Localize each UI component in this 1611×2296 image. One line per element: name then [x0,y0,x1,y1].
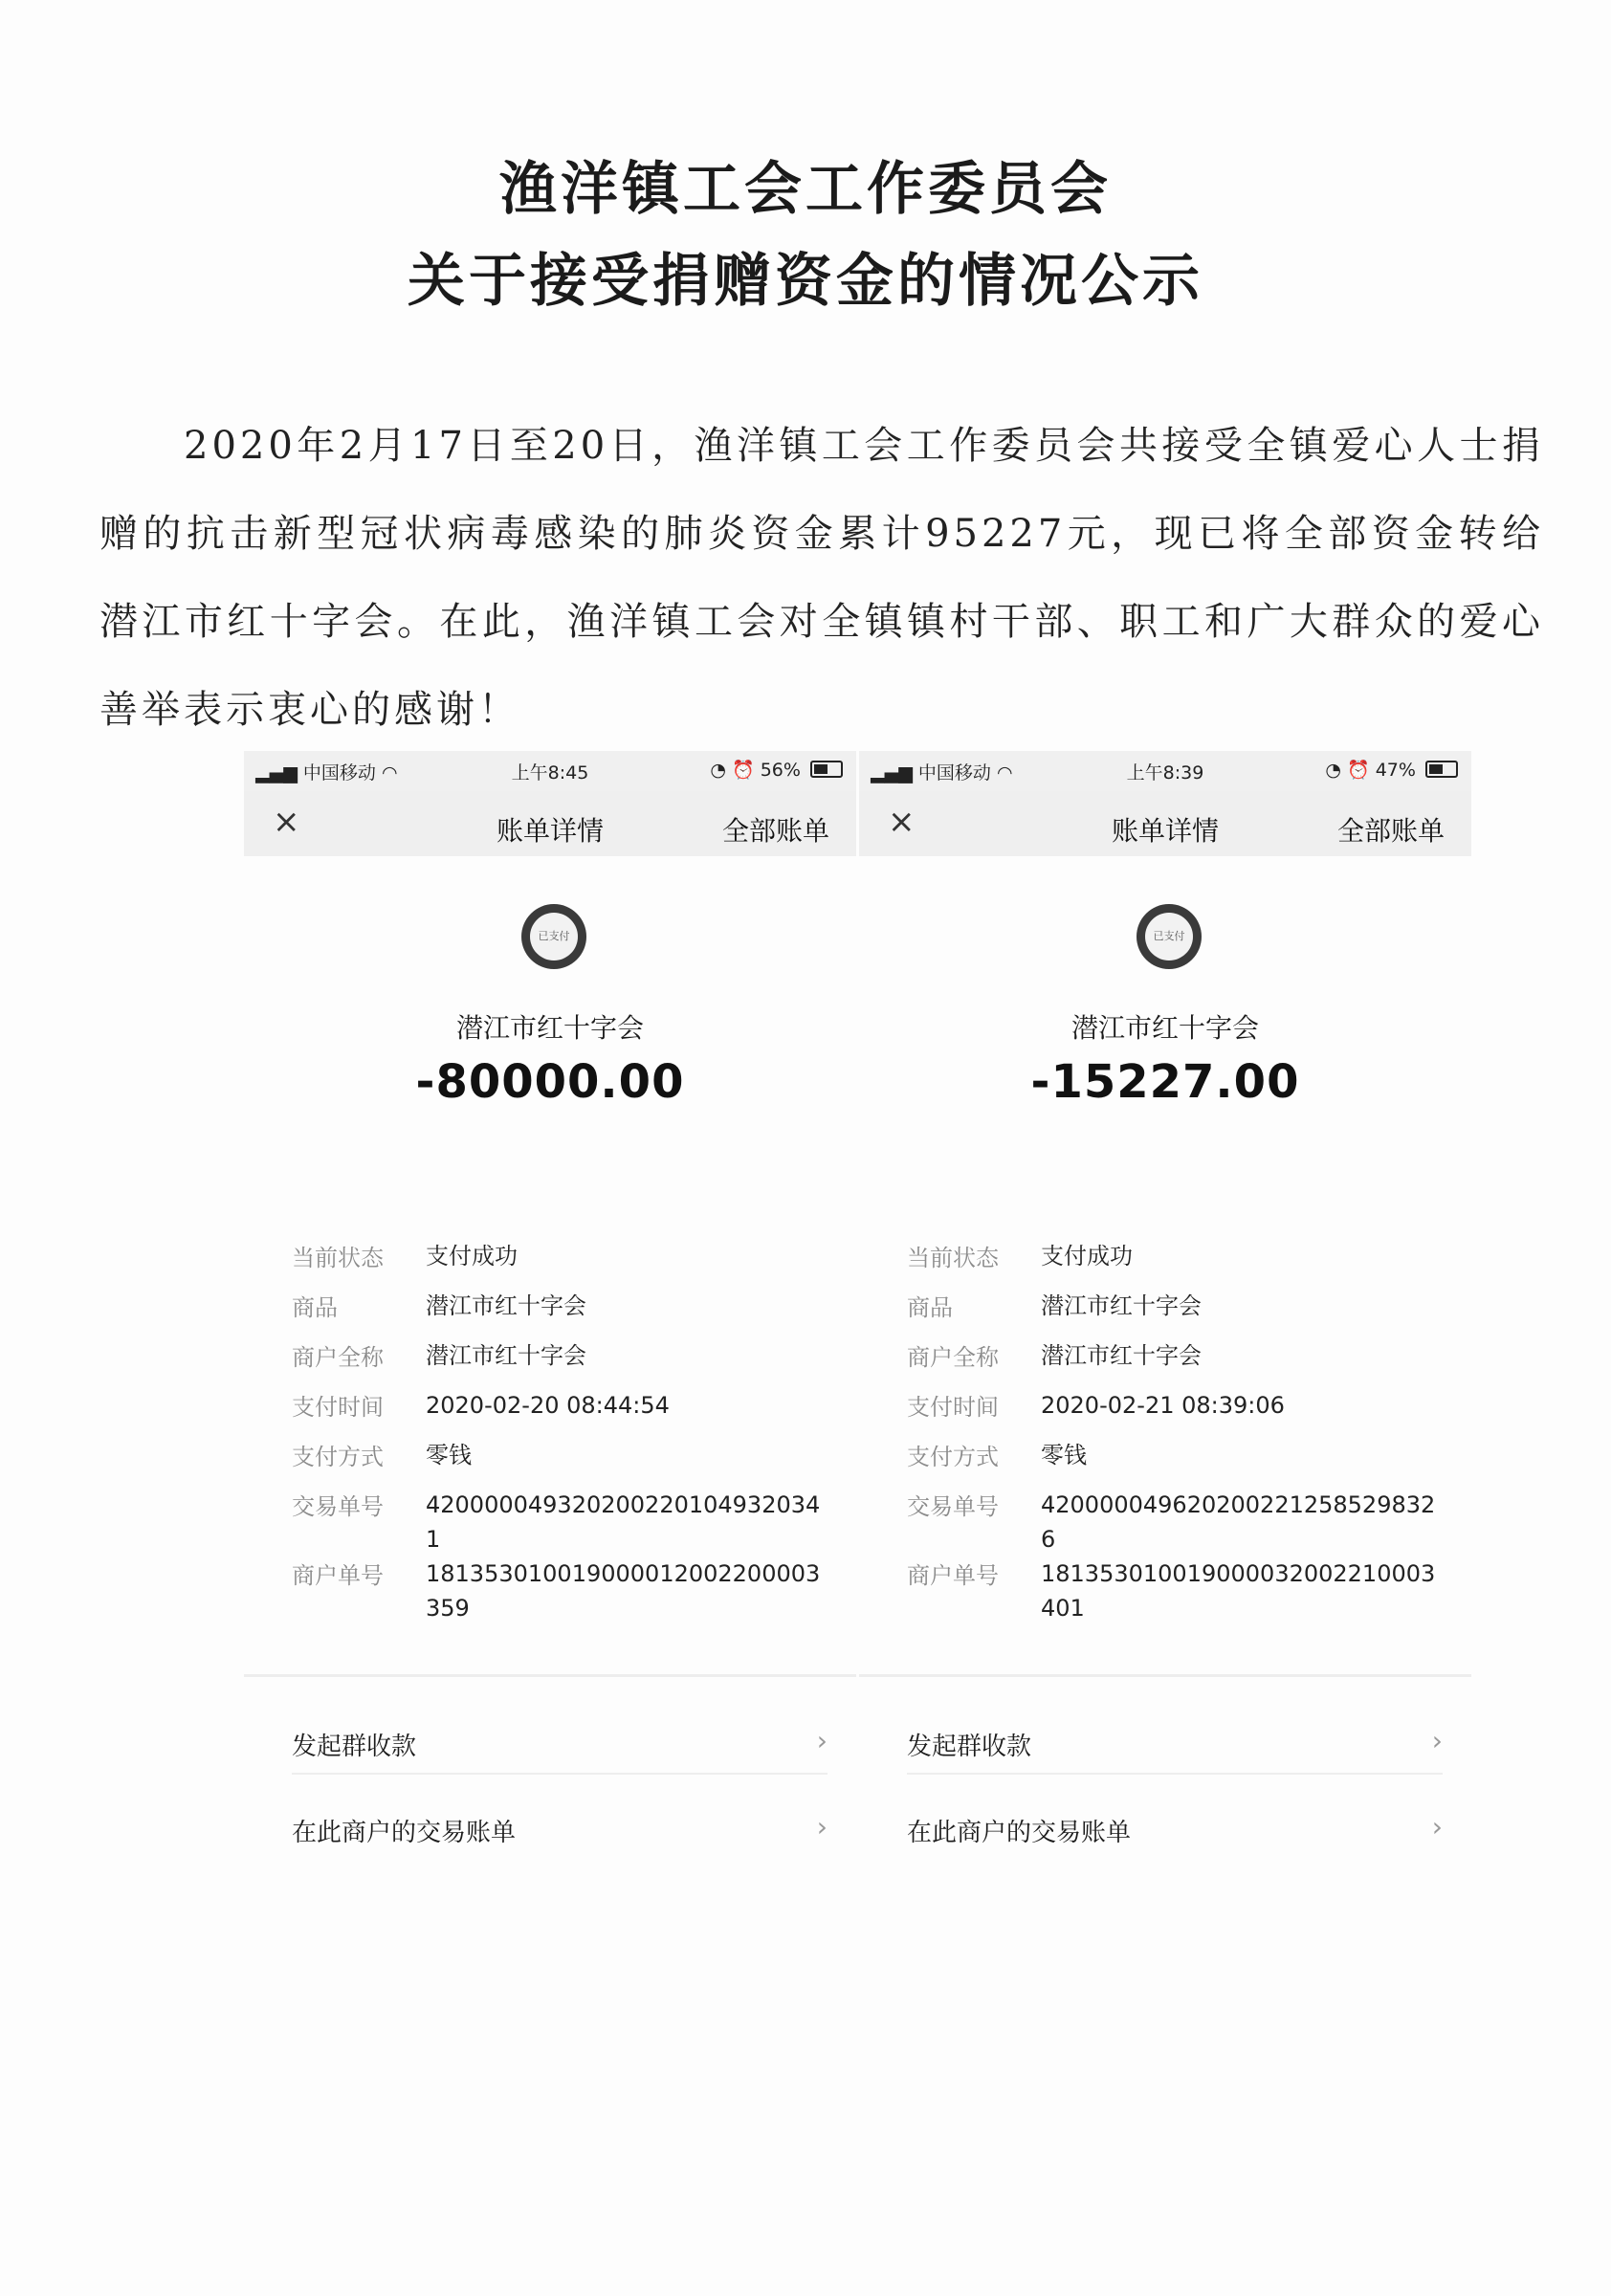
detail-merchant-name: 商户全称 潜江市红十字会 [292,1342,586,1371]
title-line-1: 渔洋镇工会工作委员会 [499,156,1112,223]
paid-badge-icon [1137,904,1202,969]
receipt-screenshot-2 [859,751,1471,1875]
detail-merchant-order-no: 商户单号 181353010019000012002200003359 [292,1560,821,1622]
merchant-bills-item[interactable]: 在此商户的交易账单 › [292,1811,828,1847]
detail-pay-time: 支付时间 2020-02-21 08:39:06 [907,1392,1285,1421]
section-divider [859,1674,1471,1677]
detail-transaction-no: 交易单号 420000049620200221258529832 6 [907,1491,1436,1553]
nav-bar [244,791,856,856]
status-right [1325,759,1458,781]
chevron-right-icon: › [816,1725,828,1756]
detail-merchant-name: 商户全称 潜江市红十字会 [907,1342,1202,1371]
document-title [0,144,1611,327]
alarm-icon: ◔ ⏰ [710,760,755,781]
signal-icon: ▂▄▆ [255,762,298,784]
paid-badge-label: 已支付 [530,913,578,960]
detail-pay-time: 支付时间 2020-02-20 08:44:54 [292,1392,670,1421]
carrier-label: ▂▄▆ 中国移动 ◠ [871,762,1013,784]
close-icon[interactable]: × [888,803,916,841]
wifi-icon: ◠ [381,762,398,784]
nav-bar [859,791,1471,856]
status-bar [244,751,856,791]
alarm-icon: ◔ ⏰ [1325,760,1370,781]
signal-icon: ▂▄▆ [871,762,913,784]
close-icon[interactable]: × [273,803,300,841]
battery-icon [1425,761,1458,778]
amount: -15227.00 [1030,1055,1300,1109]
merchant-name: 潜江市红十字会 [1070,1012,1259,1044]
detail-pay-method: 支付方式 零钱 [907,1442,1087,1470]
status-bar [859,751,1471,791]
nav-title: 账单详情 [1111,815,1219,847]
detail-status: 当前状态 支付成功 [907,1243,1133,1271]
chevron-right-icon: › [816,1811,828,1843]
bill-details [292,1239,828,1625]
detail-product: 商品 潜江市红十字会 [292,1292,586,1321]
detail-merchant-order-no: 商户单号 181353010019000032002210003401 [907,1560,1436,1622]
paid-badge-icon [521,904,586,969]
bill-details [907,1239,1443,1625]
merchant-bills-item[interactable]: 在此商户的交易账单 › [907,1811,1443,1847]
detail-status: 当前状态 支付成功 [292,1243,518,1271]
all-bills-button[interactable]: 全部账单 [1336,815,1445,847]
group-collect-item[interactable]: 发起群收款 › [907,1717,1443,1775]
amount: -80000.00 [415,1055,685,1109]
body-paragraph: 2020年2月17日至20日，渔洋镇工会工作委员会共接受全镇爱心人士捐赠的抗击新型冠状病毒感染的肺炎资金累计95227元，现已将全部资金转给潜江市红十字会。在此，渔洋镇工会对全镇镇村干部、职工和广大群众的爱心善举表示衷心的感谢！ [99,424,1544,732]
all-bills-button[interactable]: 全部账单 [721,815,829,847]
group-collect-item[interactable]: 发起群收款 › [292,1717,828,1775]
merchant-name: 潜江市红十字会 [455,1012,644,1044]
chevron-right-icon: › [1431,1811,1443,1843]
wifi-icon: ◠ [996,762,1013,784]
battery-icon [810,761,843,778]
status-time: 上午8:39 [1126,762,1204,784]
receipt-screenshot-1 [244,751,856,1875]
paid-badge-label: 已支付 [1145,913,1193,960]
status-right [710,759,843,781]
battery-percent: 47% [1375,760,1416,781]
detail-pay-method: 支付方式 零钱 [292,1442,472,1470]
battery-percent: 56% [760,760,801,781]
chevron-right-icon: › [1431,1725,1443,1756]
detail-product: 商品 潜江市红十字会 [907,1292,1202,1321]
nav-title: 账单详情 [496,815,604,847]
carrier-label: ▂▄▆ 中国移动 ◠ [255,762,398,784]
detail-transaction-no: 交易单号 420000049320200220104932034 1 [292,1491,821,1553]
title-line-2: 关于接受捐赠资金的情况公示 [408,248,1203,315]
status-time: 上午8:45 [511,762,589,784]
section-divider [244,1674,856,1677]
